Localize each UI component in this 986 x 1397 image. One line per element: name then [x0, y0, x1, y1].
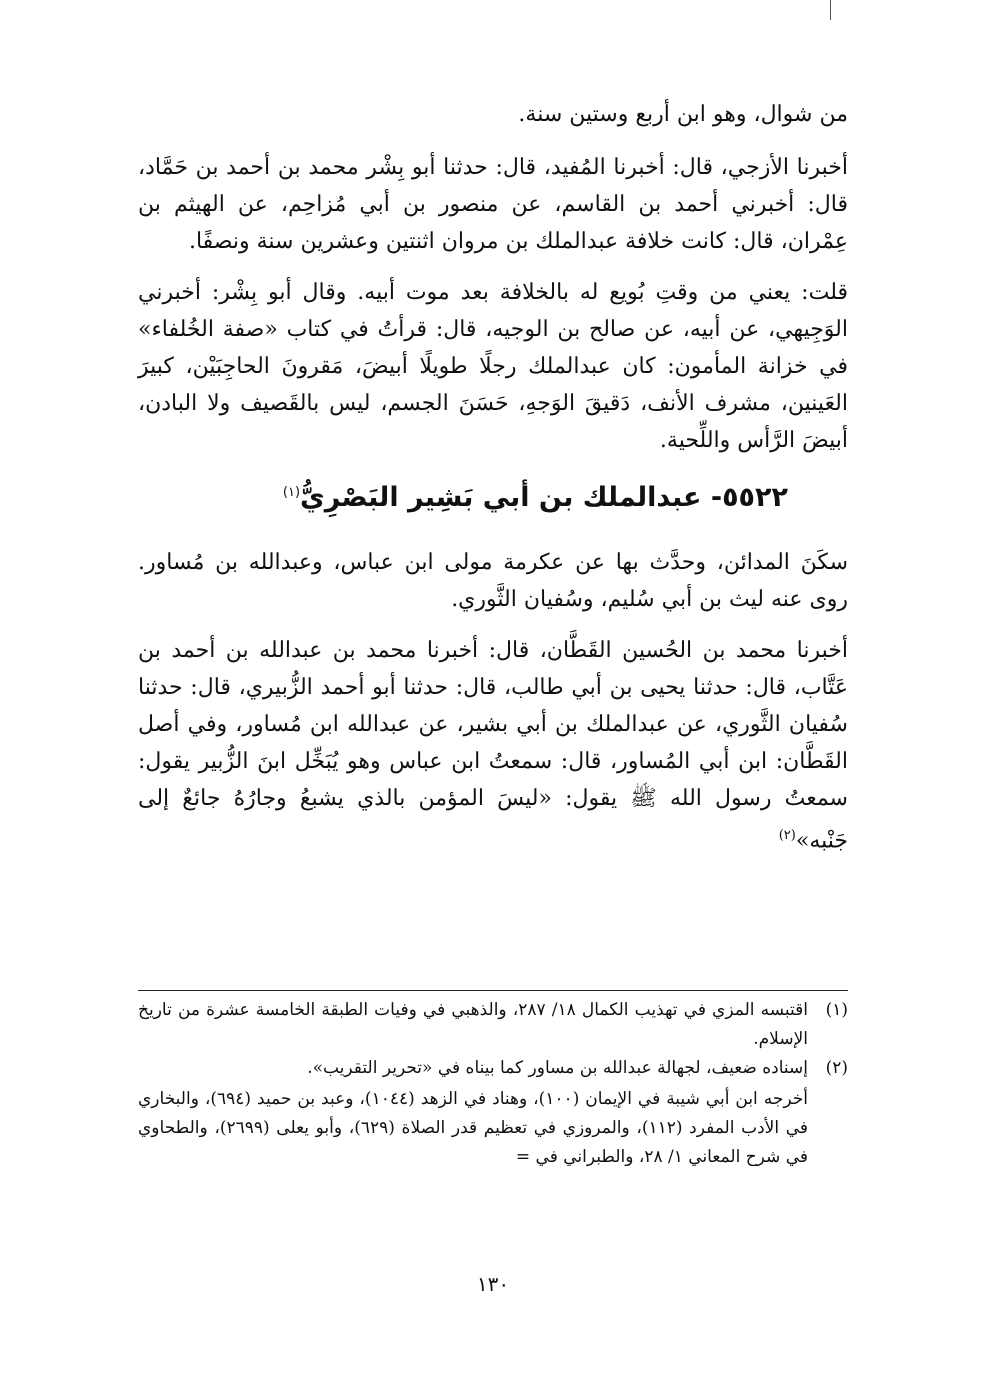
footnote-number: (١): [825, 1000, 848, 1020]
page-number: ١٣٠: [476, 1272, 510, 1296]
paragraph: من شوال، وهو ابن أربع وستين سنة.: [518, 102, 848, 127]
paragraph-text: أخبرنا محمد بن الحُسين القَطَّان، قال: أخبرنا محمد بن عبدالله بن أحمد بن عَتَّاب، قال: حدثنا يحيى بن أبي طالب، قال: حدثنا أبو أحمد الزُّبيري، قال: حدثنا سُفيان الثَّوري، عن عبدالملك بن أبي بشير، عن عبدالله ابن مُساور، وفي أصل القَطَّان: ابن أبي المُساور، قال: سمعتُ ابن عباس وهو يُبَخِّل ابنَ الزُّبير يقول: سمعتُ رسول الله ﷺ يقول: «ليسَ المؤمن بالذي يشبعُ وجارُهُ جائعٌ إلى جَنْبه»: [138, 638, 848, 854]
footnote-2: [138, 1054, 848, 1083]
entry-heading: [138, 473, 788, 518]
footnote-number: (٢): [825, 1058, 848, 1078]
footnote-continuation: أخرجه ابن أبي شيبة في الإيمان (١٠٠)، وهناد في الزهد (١٠٤٤)، وعبد بن حميد (٦٩٤)، والبخاري في الأدب المفرد (١١٢)، والمروزي في تعظيم قدر الصلاة (٦٢٩)، وأبو يعلى (٢٦٩٩)، والطحاوي في شرح المعاني ١/ ٢٨، والطبراني في =: [138, 1089, 808, 1167]
footnote-ref: (١): [282, 485, 301, 500]
footnote-text: اقتبسه المزي في تهذيب الكمال ١٨/ ٢٨٧، والذهبي في وفيات الطبقة الخامسة عشرة من تاريخ الإسلام.: [138, 1000, 808, 1049]
paragraph: قلت: يعني من وقتِ بُويع له بالخلافة بعد موت أبيه. وقال أبو بِشْر: أخبرني الوَجِيهي، عن أبيه، عن صالح بن الوجيه، قال: قرأتُ في كتاب «صفة الخُلفاء» في خزانة المأمون: كان عبدالملك رجلًا طويلًا أبيضَ، مَقرونَ الحاجِبَيْن، كبيرَ العَينين، مشرف الأنف، دَقيقَ الوَجهِ، حَسَنَ الجسم، ليس بالقَصيف ولا البادن، أبيضَ الرَّأس واللِّحية.: [138, 280, 848, 453]
paragraph: سكَنَ المدائن، وحدَّث بها عن عكرمة مولى ابن عباس، وعبدالله بن مُساور. روى عنه ليث بن أبي سُليم، وسُفيان الثَّوري.: [138, 550, 848, 612]
footnote-ref: (٢): [778, 828, 796, 843]
paragraph: [138, 632, 848, 859]
scan-artifact: [830, 0, 831, 20]
footnote-text: إسناده ضعيف، لجهالة عبدالله بن مساور كما بيناه في «تحرير التقريب».: [307, 1058, 808, 1078]
footnote-divider: [138, 990, 848, 991]
footnotes: [138, 996, 848, 1172]
paragraph: أخبرنا الأزجي، قال: أخبرنا المُفيد، قال: حدثنا أبو بِشْر محمد بن أحمد بن حَمَّاد، قال: أخبرني أحمد بن القاسم، عن منصور بن أبي مُزاحِم، عن الهيثم بن عِمْران، قال: كانت خلافة عبدالملك بن مروان اثنتين وعشرين سنة ونصفًا.: [138, 155, 848, 254]
entry-heading-text: ٥٥٢٢- عبدالملك بن أبي بَشِير البَصْرِيُّ: [300, 482, 788, 513]
footnote-1: [138, 996, 848, 1054]
main-text: [138, 96, 848, 873]
